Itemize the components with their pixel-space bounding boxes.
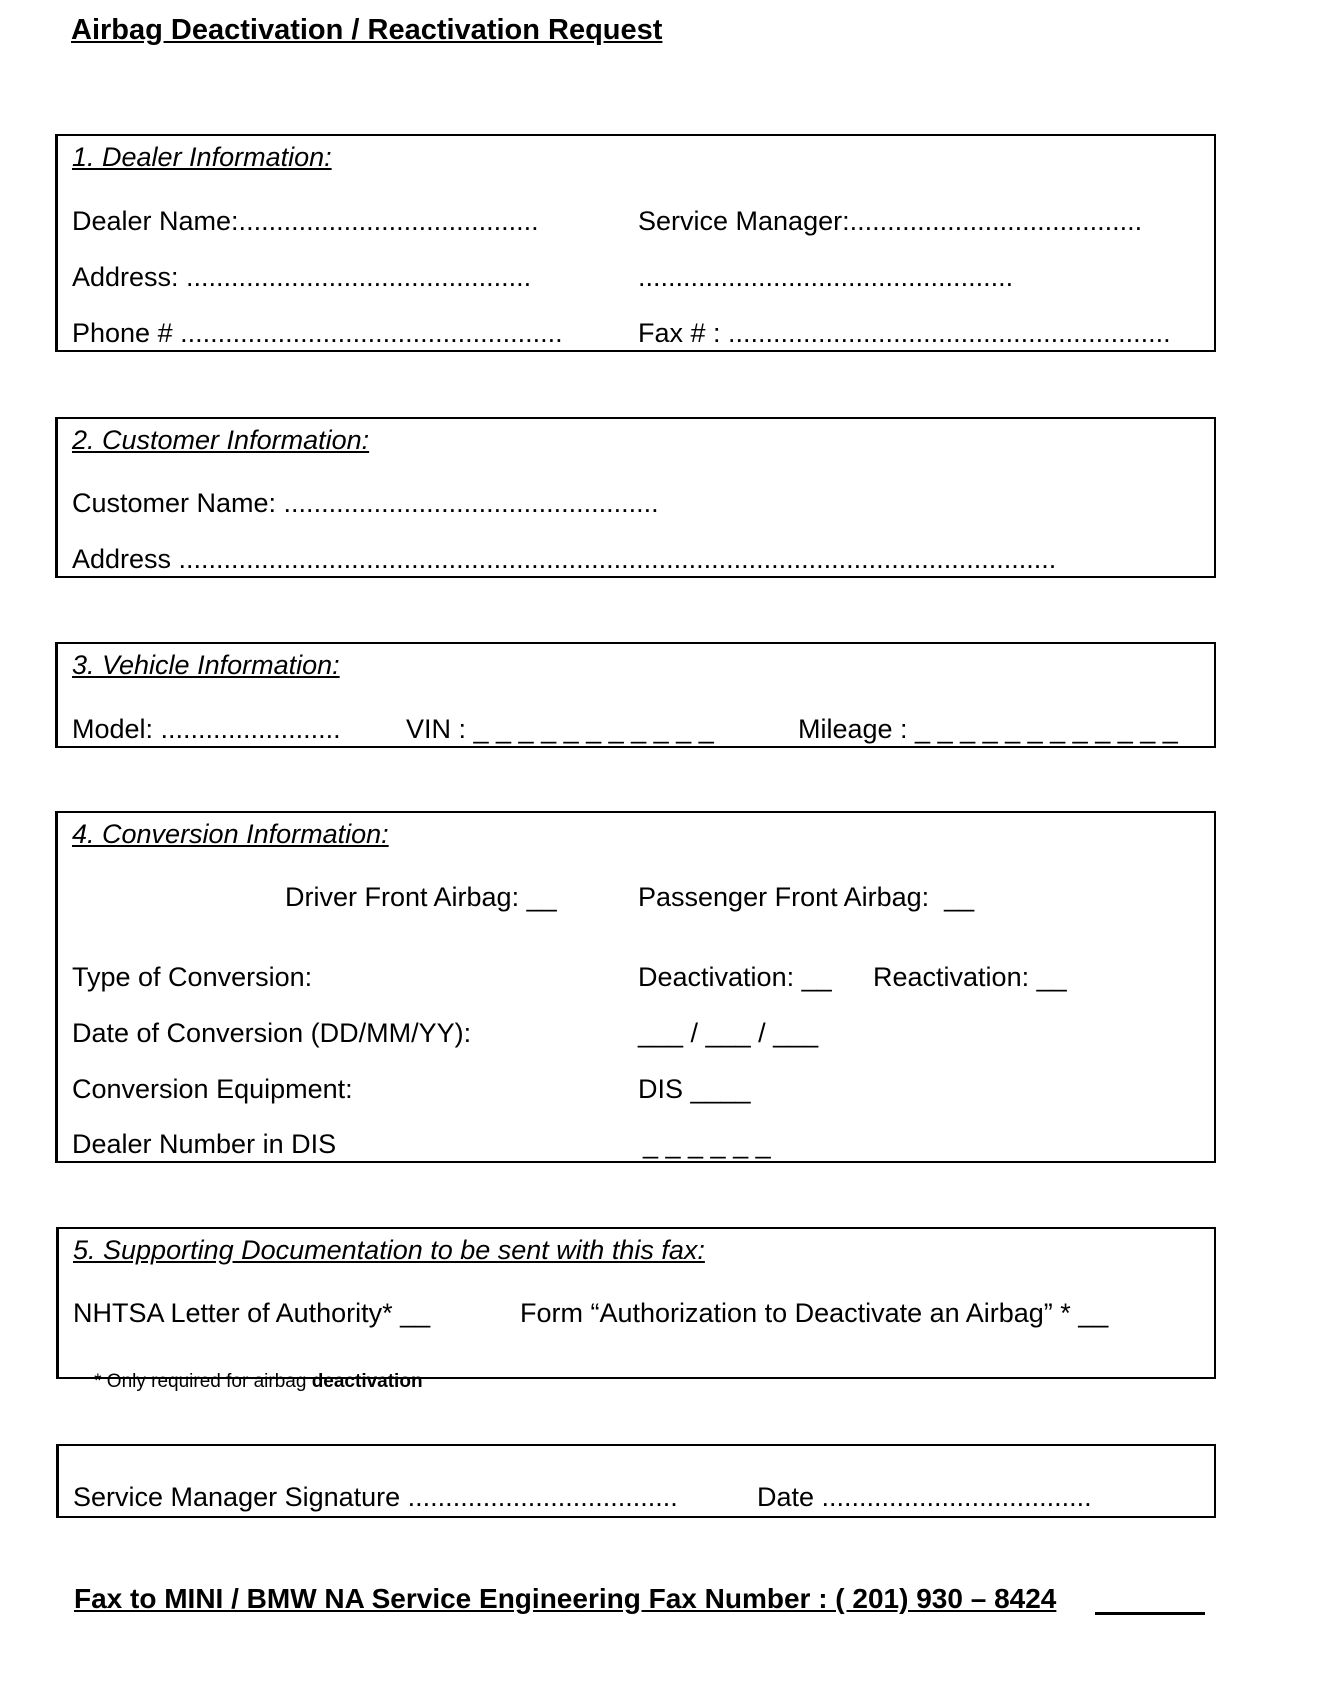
conversion-section-heading: 4. Conversion Information: — [72, 819, 389, 849]
driver-front-airbag-field[interactable]: Driver Front Airbag: __ — [285, 882, 557, 912]
fax-underline — [1095, 1612, 1205, 1615]
conversion-equipment-label: Conversion Equipment: — [72, 1074, 353, 1104]
deactivation-field[interactable]: Deactivation: __ — [638, 962, 832, 992]
customer-name-field[interactable]: Customer Name: .................................................. — [72, 488, 659, 518]
dealer-number-in-dis-field[interactable]: _ _ _ _ _ _ — [643, 1129, 771, 1159]
type-of-conversion-label: Type of Conversion: — [72, 962, 313, 992]
customer-address-field[interactable]: Address ..................................................................................................................... — [72, 544, 1057, 574]
vehicle-model-field[interactable]: Model: ........................ — [72, 714, 341, 744]
signature-date-field[interactable]: Date .................................... — [757, 1482, 1092, 1512]
page-title: Airbag Deactivation / Reactivation Request — [71, 14, 663, 46]
customer-section-heading: 2. Customer Information: — [72, 425, 370, 455]
fax-instruction: Fax to MINI / BMW NA Service Engineering Fax Number : ( 201) 930 – 8424 — [74, 1583, 1057, 1614]
authorization-form-field[interactable]: Form “Authorization to Deactivate an Airbag” * __ — [520, 1298, 1109, 1328]
reactivation-field[interactable]: Reactivation: __ — [873, 962, 1067, 992]
dealer-fax-field[interactable]: Fax # : ........................................................... — [638, 318, 1171, 348]
dealer-address-line2-field[interactable]: .................................................. — [638, 262, 1014, 292]
dealer-address-field[interactable]: Address: .............................................. — [72, 262, 532, 292]
passenger-front-airbag-field[interactable]: Passenger Front Airbag: __ — [638, 882, 975, 912]
documentation-section-heading: 5. Supporting Documentation to be sent with this fax: — [73, 1235, 705, 1265]
service-manager-field[interactable]: Service Manager:....................................... — [638, 206, 1143, 236]
vehicle-mileage-field[interactable]: Mileage : _ _ _ _ _ _ _ _ _ _ _ _ — [798, 714, 1178, 744]
dis-field[interactable]: DIS ____ — [638, 1074, 751, 1104]
dealer-name-field[interactable]: Dealer Name:........................................ — [72, 206, 539, 236]
supporting-documentation-section — [56, 1227, 1216, 1392]
nhtsa-letter-field[interactable]: NHTSA Letter of Authority* __ — [73, 1298, 431, 1328]
customer-information-section — [55, 417, 1216, 578]
vehicle-information-section — [55, 642, 1216, 748]
date-of-conversion-field[interactable]: ___ / ___ / ___ — [638, 1018, 819, 1048]
conversion-information-section — [55, 811, 1216, 1163]
vehicle-vin-field[interactable]: VIN : _ _ _ _ _ _ _ _ _ _ _ — [406, 714, 714, 744]
footnote-emphasis: deactivation — [311, 1371, 423, 1392]
dealer-phone-field[interactable]: Phone # ................................................... — [72, 318, 563, 348]
footnote-text: * Only required for airbag — [94, 1371, 312, 1392]
dealer-information-section — [55, 134, 1216, 352]
service-manager-signature-field[interactable]: Service Manager Signature .................................... — [73, 1482, 678, 1512]
dealer-number-in-dis-label: Dealer Number in DIS — [72, 1129, 337, 1159]
deactivation-footnote — [73, 1353, 423, 1410]
dealer-section-heading: 1. Dealer Information: — [72, 142, 332, 172]
date-of-conversion-label: Date of Conversion (DD/MM/YY): — [72, 1018, 472, 1048]
signature-section — [56, 1444, 1216, 1518]
vehicle-section-heading: 3. Vehicle Information: — [72, 650, 340, 680]
